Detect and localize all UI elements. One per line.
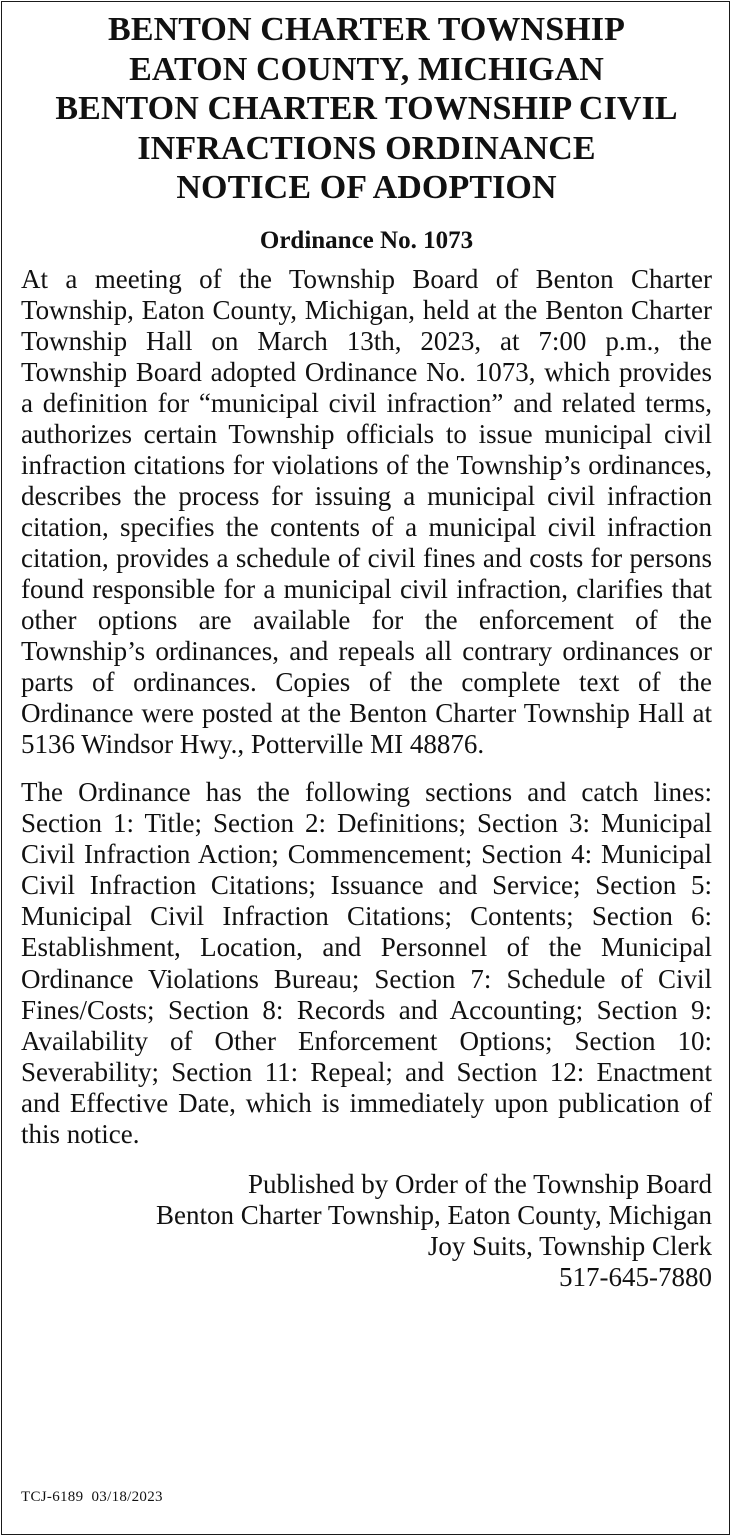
heading-line: EATON COUNTY, MICHIGAN xyxy=(129,50,604,88)
signoff-block xyxy=(21,1169,712,1293)
body-paragraph-sections: The Ordinance has the following sections and catch lines: Section 1: Title; Section 2: Definitions; Section 3: Municipal Civil Infraction Action; Commencement; Section 4: Municipal Civil Infraction Citations; Issuance and Service; Section 5: Municipal Civil Infraction Citations; Contents; Section 6: Establishment, Location, and Personnel of the Municipal Ordinance Violations Bureau; Section 7: Schedule of Civil Fines/Costs; Section 8: Records and Accounting; Section 9: Availability of Other Enforcement Options; Section 10: Severability; Section 11: Repeal; and Section 12: Enactment and Effective Date, which is immediately upon publication of this notice. xyxy=(21,777,712,1149)
heading-line: NOTICE OF ADOPTION xyxy=(176,169,557,206)
signoff-phone: 517-645-7880 xyxy=(559,1261,712,1292)
signoff-line: Joy Suits, Township Clerk xyxy=(427,1230,712,1261)
heading-line: BENTON CHARTER TOWNSHIP xyxy=(108,11,625,48)
legal-notice xyxy=(1,1,730,1535)
notice-heading xyxy=(21,10,712,208)
signoff-line: Published by Order of the Township Board xyxy=(247,1168,712,1199)
ordinance-number: Ordinance No. 1073 xyxy=(259,226,474,254)
signoff-line: Benton Charter Township, Eaton County, Michigan xyxy=(155,1199,712,1230)
publication-code: TCJ-6189 03/18/2023 xyxy=(21,1489,163,1505)
heading-line: INFRACTIONS ORDINANCE xyxy=(137,129,596,167)
heading-line: BENTON CHARTER TOWNSHIP CIVIL xyxy=(55,90,678,127)
body-paragraph-adoption: At a meeting of the Township Board of Benton Charter Township, Eaton County, Michigan, held at the Benton Charter Township Hall on March 13th, 2023, at 7:00 p.m., the Township Board adopted Ordinance No. 1073, which provides a definition for “municipal civil infraction” and related terms, authorizes certain Township officials to issue municipal civil infraction citations for violations of the Township’s ordinances, describes the process for issuing a municipal civil infraction citation, specifies the contents of a municipal civil infraction citation, provides a schedule of civil fines and costs for persons found responsible for a municipal civil infraction, clarifies that other options are available for the enforcement of the Township’s ordinances, and repeals all contrary ordinances or parts of ordinances. Copies of the complete text of the Ordinance were posted at the Benton Charter Township Hall at 5136 Windsor Hwy., Potterville MI 48876. xyxy=(21,263,712,760)
